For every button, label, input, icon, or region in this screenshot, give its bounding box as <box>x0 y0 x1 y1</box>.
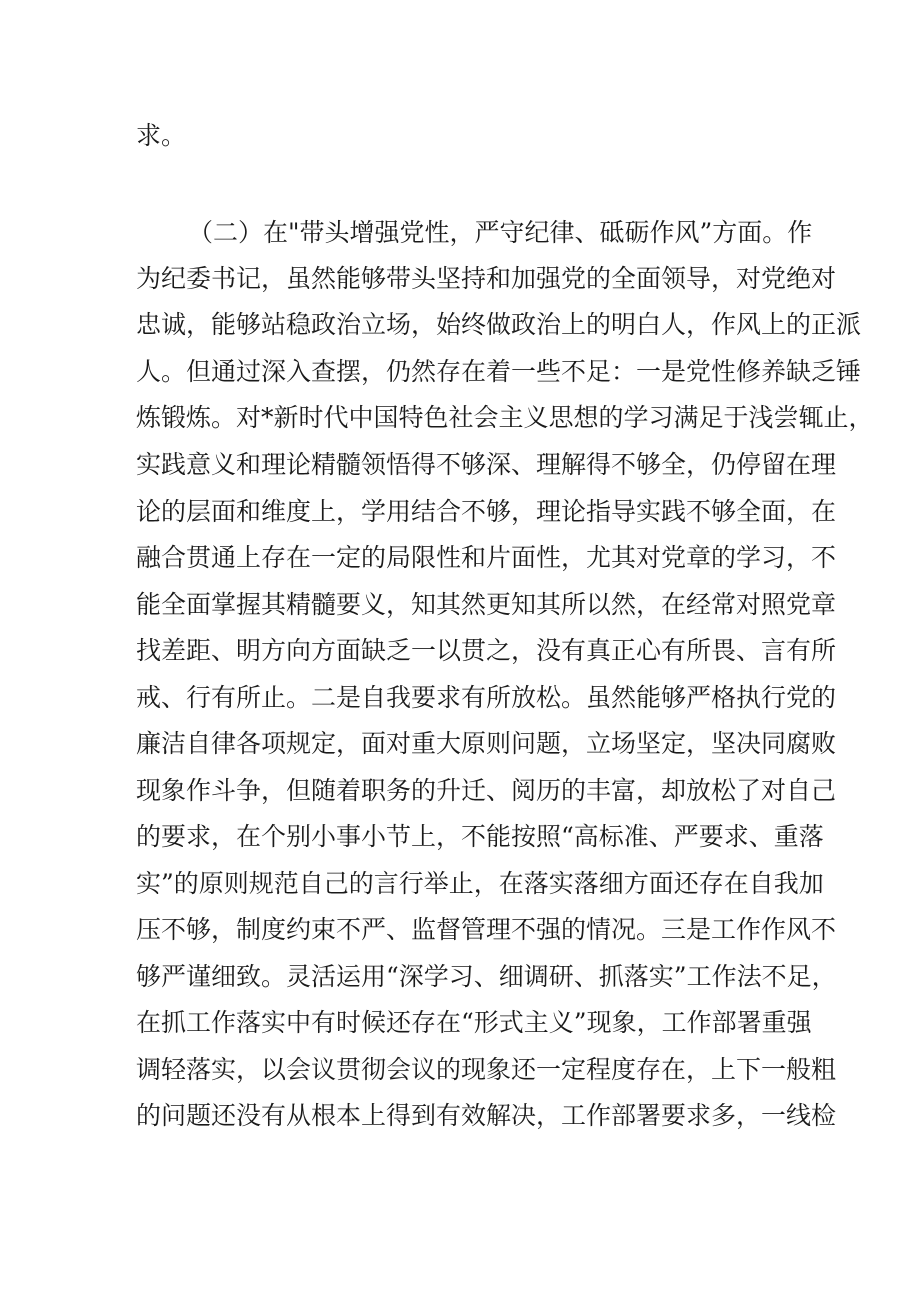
paragraph-line: 调轻落实，以会议贯彻会议的现象还一定程度存在，上下一般粗 <box>136 1055 837 1084</box>
paragraph-line: 实”的原则规范自己的言行举止，在落实落细方面还存在自我加 <box>136 869 824 898</box>
paragraph-line: 的要求，在个别小事小节上，不能按照“高标准、严要求、重落 <box>136 822 824 851</box>
paragraph-line: 够严谨细致。灵活运用“深学习、细调研、抓落实”工作法不足， <box>136 962 837 991</box>
paragraph-line: 为纪委书记，虽然能够带头坚持和加强党的全面领导，对党绝对 <box>136 264 837 293</box>
paragraph-line: 能全面掌握其精髓要义，知其然更知其所以然，在经常对照党章 <box>136 590 837 619</box>
paragraph-line: 炼锻炼。对*新时代中国特色社会主义思想的学习满足于浅尝辄止， <box>136 403 874 432</box>
paragraph-line: 忠诚，能够站稳政治立场，始终做政治上的明白人，作风上的正派 <box>136 310 862 339</box>
paragraph-line: 的问题还没有从根本上得到有效解决，工作部署要求多，一线检 <box>136 1101 837 1130</box>
paragraph-line: 在抓工作落实中有时候还存在“形式主义”现象，工作部署重强 <box>136 1008 812 1037</box>
paragraph-line: （二）在"带头增强党性，严守纪律、砥砺作风”方面。作 <box>188 218 813 247</box>
paragraph-line: 实践意义和理论精髓领悟得不够深、理解得不够全，仍停留在理 <box>136 450 837 479</box>
paragraph-line: 融合贯通上存在一定的局限性和片面性，尤其对党章的学习，不 <box>136 543 837 572</box>
paragraph-line: 找差距、明方向方面缺乏一以贯之，没有真正心有所畏、言有所 <box>136 636 837 665</box>
paragraph-line: 戒、行有所止。二是自我要求有所放松。虽然能够严格执行党的 <box>136 683 837 712</box>
paragraph-line: 廉洁自律各项规定，面对重大原则问题，立场坚定，坚决同腐败 <box>136 729 837 758</box>
paragraph-line: 论的层面和维度上，学用结合不够，理论指导实践不够全面，在 <box>136 497 837 526</box>
top-fragment-line: 求。 <box>136 121 187 150</box>
paragraph-line: 现象作斗争，但随着职务的升迁、阅历的丰富，却放松了对自己 <box>136 776 837 805</box>
paragraph-line: 人。但通过深入查摆，仍然存在着一些不足：一是党性修养缺乏锤 <box>136 357 862 386</box>
paragraph-line: 压不够，制度约束不严、监督管理不强的情况。三是工作作风不 <box>136 915 837 944</box>
